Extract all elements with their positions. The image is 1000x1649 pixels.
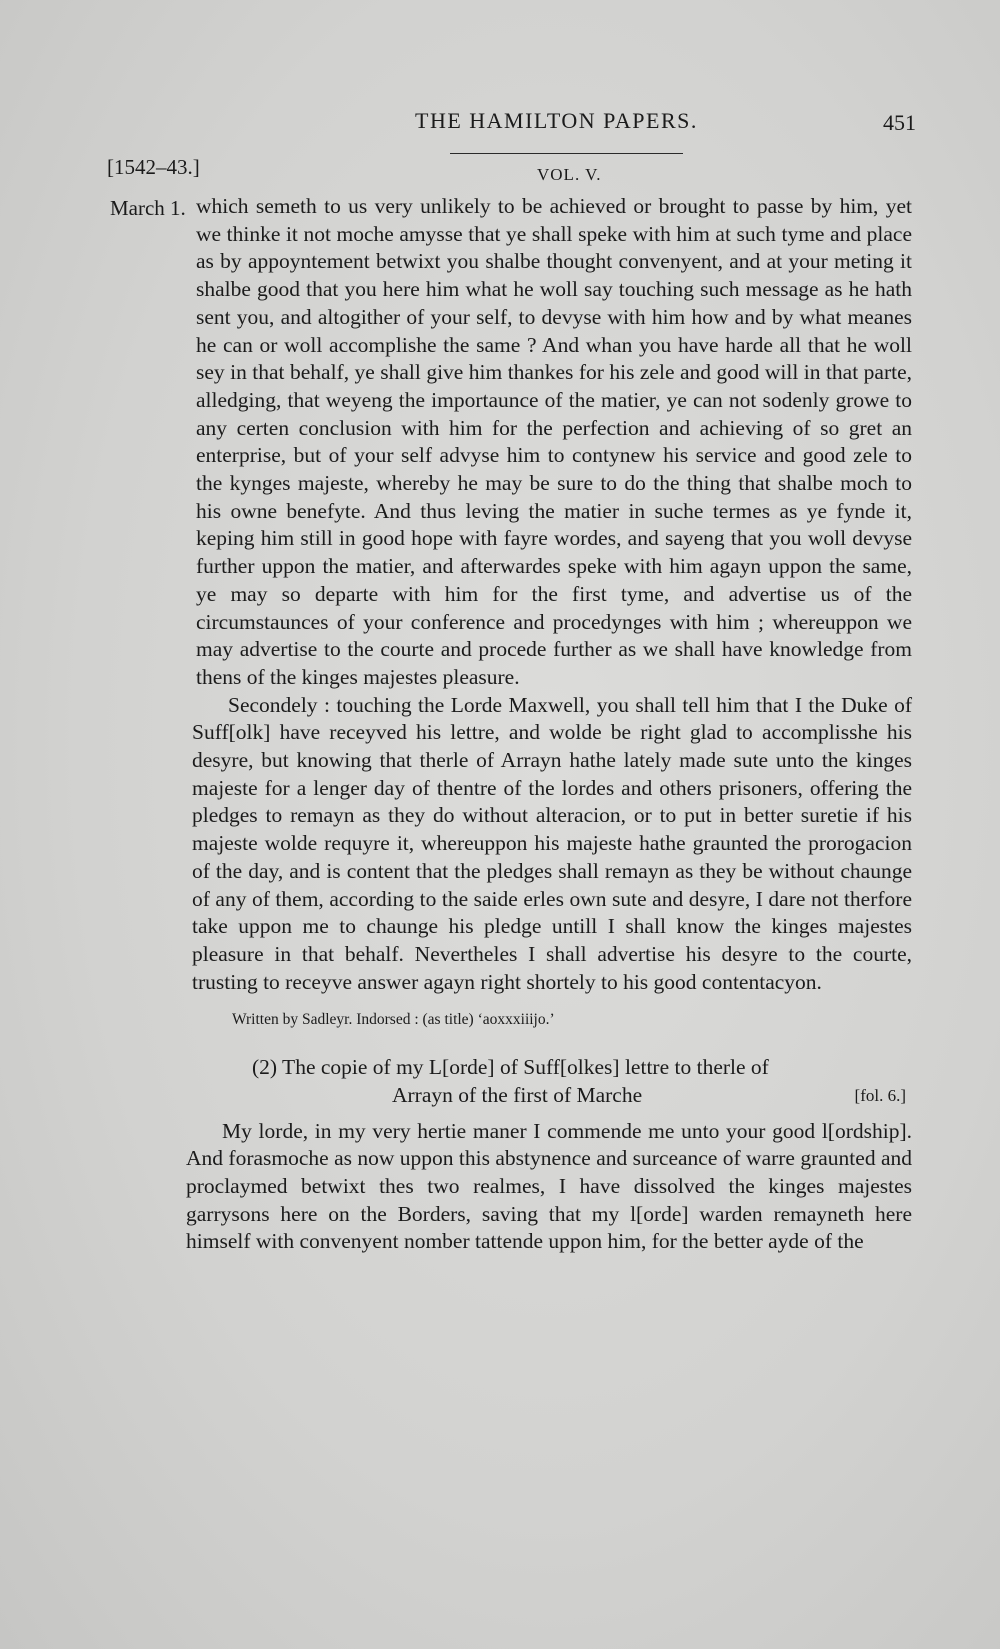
document2-heading-line2: Arrayn of the first of Marche (392, 1082, 643, 1107)
document2-heading (196, 1054, 912, 1109)
date-range: [1542–43.] (107, 155, 200, 179)
folio-reference: [fol. 6.] (854, 1085, 906, 1105)
running-title: THE HAMILTON PAPERS. (415, 108, 698, 133)
running-head (0, 108, 1000, 140)
endnote: Written by Sadleyr. Indorsed : (as title) ‘aoxxxiiijo.’ (232, 1011, 555, 1029)
paragraph-1: which semeth to us very unlikely to be achieved or brought to passe by him, yet we thinke it not moche amysse that ye shall speke with him at such tyme and place as by appoyntement betwixt you shalbe thought convenyent, and at your meting it shalbe good that you here him what he woll say touching such message as he hath sent you, and altogither of your self, to devyse with him how and by what meanes he can or woll accomplishe the same ? And whan you have harde all that he woll sey in that behalf, ye shall give him thankes for his zele and good will in that parte, alledging, that weyeng the importaunce of the matier, ye can not sodenly growe to any certen conclusion with him for the perfection and achieving of so gret an enterprise, but of your self advyse him to contynew his service and good zele to the kynges majeste, whereby he may be sure to do the thing that shalbe moch to his owne benefyte. And thus leving the matier in suche termes as ye fynde it, keping him still in good hope with fayre wordes, and sayeng that you woll devyse further uppon the matier, and afterwardes speke with him agayn uppon the same, ye may so departe with him for the first tyme, and advertise us of the circumstaunces of your conference and procedynges with him ; whereuppon we may advertise to the courte and procede further as we shall have knowledge from thens of the kinges majestes pleasure. (196, 194, 912, 689)
document2-heading-line1: (2) The copie of my L[orde] of Suff[olkes] lettre to therle of (252, 1055, 769, 1080)
document2-paragraph: My lorde, in my very hertie maner I commende me unto your good l[ordship]. And forasmoche as now uppon this abstynence and surceance of warre graunted and proclaymed betwixt thes two realmes, I have dissolved the kinges majestes garrysons here on the Borders, saving that my l[orde] warden remayneth here himself with convenyent nomber tattende uppon him, for the better ayde of the (186, 1118, 912, 1254)
page-number: 451 (883, 110, 916, 135)
paragraph-2: Secondely : touching the Lorde Maxwell, you shall tell him that I the Duke of Suff[olk] have receyved his lettre, and wolde be right glad to accomplisshe his desyre, but knowing that therle of Arrayn hathe lately made sute unto the kinges majeste for a lenger day of thentre of the lordes and others prisoners, offering the pledges to remayn as they do without alteracion, or to put in better suretie if his majeste wolde requyre it, whereuppon his majeste hathe graunted the prorogacion of the day, and is content that the pledges shall remayn as they be without chaunge of any of them, according to the saide erles own sute and desyre, I dare not therfore take uppon me to chaunge his pledge untill I shall know the kinges majestes pleasure in that behalf. Nevertheles I shall advertise his desyre to the courte, trusting to receyve answer agayn right shortely to his good contentacyon. (192, 692, 912, 994)
margin-date: March 1. (110, 196, 186, 220)
volume-label: VOL. V. (537, 165, 602, 184)
body-text (186, 193, 912, 1256)
header-rule (450, 153, 683, 154)
